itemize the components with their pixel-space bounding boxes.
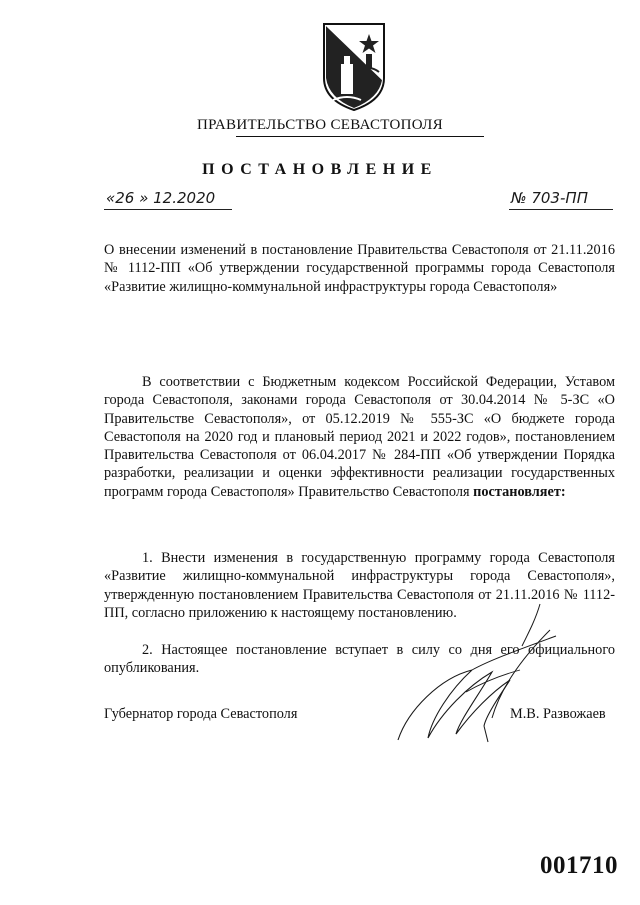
- header-rule: [236, 136, 484, 137]
- preamble-paragraph: [104, 373, 615, 501]
- handwritten-signature: [380, 600, 570, 750]
- sevastopol-coat-of-arms-icon: [319, 20, 389, 112]
- signatory-position: Губернатор города Севастополя: [104, 706, 298, 722]
- organization-name: ПРАВИТЕЛЬСТВО СЕВАСТОПОЛЯ: [197, 117, 443, 133]
- serial-number: 001710: [540, 852, 618, 879]
- decree-date: «26 » 12.2020: [106, 189, 216, 207]
- item-1: 1. Внести изменения в государственную программу города Севастополя «Развитие жилищно-коммунальной инфраструктуры города Севастополя», утвержденную постановлением Правительства Севастополя от 21.11.2016 № 1112-ПП, согласно приложению к настоящему постановлению.: [104, 550, 615, 621]
- decree-number: № 703-ПП: [511, 189, 588, 207]
- signatory-name: М.В. Развожаев: [510, 706, 606, 722]
- document-title: О внесении изменений в постановление Правительства Севастополя от 21.11.2016 № 1112-ПП «Об утверждении государственной программы города Севастополя «Развитие жилищно-коммунальной инфраструктуры города Севастополя»: [104, 242, 615, 295]
- preamble-emphasis: постановляет:: [473, 483, 566, 500]
- item-2: 2. Настоящее постановление вступает в силу со дня его официального опубликования.: [104, 642, 615, 677]
- document-type: ПОСТАНОВЛЕНИЕ: [202, 161, 438, 178]
- preamble-text: В соответствии с Бюджетным кодексом Российской Федерации, Уставом города Севастополя, законами города Севастополя от 30.04.2014 № 5-ЗС «О Правительстве Севастополя», от 05.12.2019 № 555-ЗС «О бюджете города Севастополя на 2020 год и плановый период 2021 и 2022 годов», постановлением Правительства Севастополя от 06.04.2017 № 284-ПП «Об утверждении Порядка разработки, реализации и оценки эффективности реализации государственных программ города Севастополя» Правительство Севастополя: [104, 374, 615, 500]
